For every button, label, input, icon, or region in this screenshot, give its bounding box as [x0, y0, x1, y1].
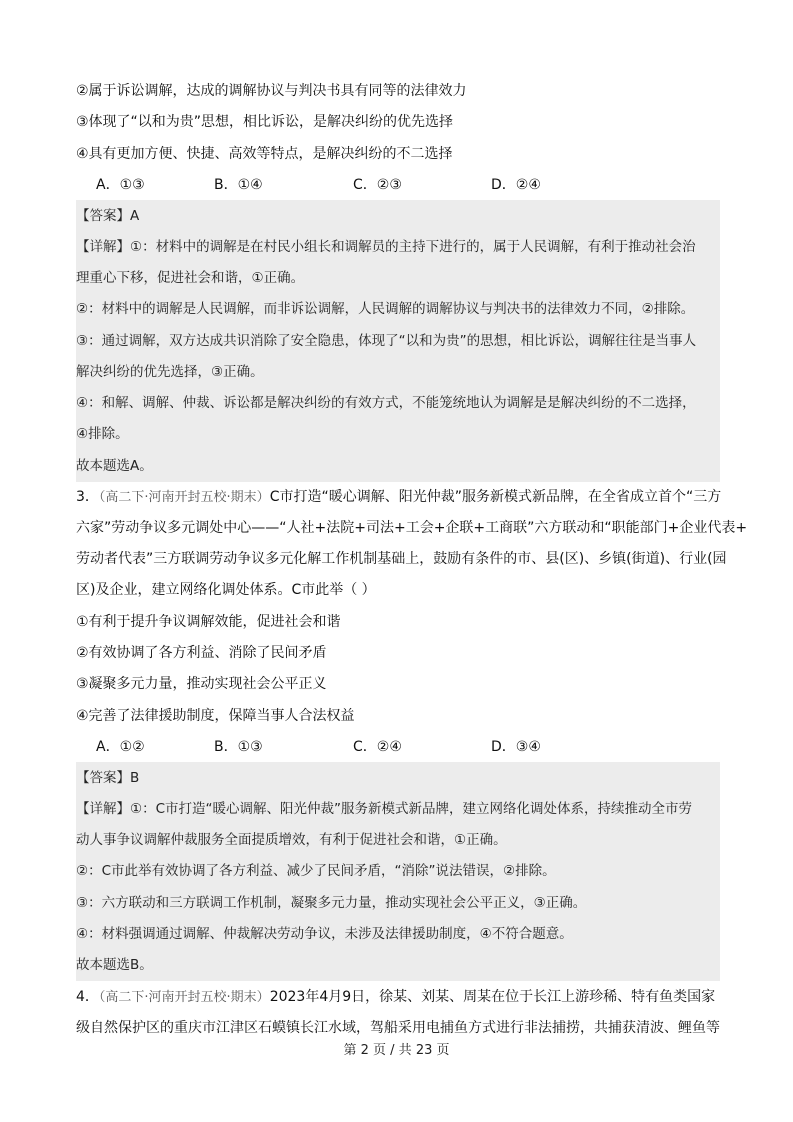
- q3-option-b: B．①③: [214, 739, 263, 755]
- q3-detail-line: 【详解】①：C市打造“暖心调解、阳光仲裁”服务新模式新品牌，建立网络化调处体系，持续推动全市劳: [76, 801, 693, 817]
- q3-answer: 【答案】B: [76, 770, 140, 786]
- q2-detail-line: 【详解】①：材料中的调解是在村民小组长和调解员的主持下进行的，属于人民调解，有利于推动社会治: [76, 239, 696, 255]
- q2-option-b: B．①④: [214, 177, 263, 193]
- q3-detail-line: 故本题选B。: [76, 957, 153, 973]
- q3-detail-line: 动人事争议调解仲裁服务全面提质增效，有利于促进社会和谐，①正确。: [76, 832, 507, 848]
- q2-detail-line: 故本题选A。: [76, 458, 153, 474]
- q4-number: 4．: [76, 989, 99, 1005]
- q2-detail-line: ③：通过调解，双方达成共识消除了安全隐患，体现了“以和为贵”的思想，相比诉讼，调解往往是当事人: [76, 333, 697, 349]
- q3-stem-text: C市打造“暖心调解、阳光仲裁”服务新模式新品牌，在全省成立首个“三方: [269, 489, 722, 505]
- q2-option-c: C．②③: [353, 177, 402, 193]
- q3-option-d: D．③④: [491, 739, 541, 755]
- q3-detail-line: ④：材料强调通过调解、仲裁解决劳动争议，未涉及法律援助制度，④不符合题意。: [76, 926, 573, 942]
- q3-option-a: A．①②: [96, 739, 145, 755]
- q3-item-1: ①有利于提升争议调解效能，促进社会和谐: [76, 614, 341, 630]
- q3-item-2: ②有效协调了各方利益、消除了民间矛盾: [76, 645, 327, 661]
- q2-item-4: ④具有更加方便、快捷、高效等特点，是解决纠纷的不二选择: [76, 146, 453, 162]
- q3-item-3: ③凝聚多元力量，推动实现社会公平正义: [76, 676, 327, 692]
- q4-stem-line: 级自然保护区的重庆市江津区石蟆镇长江水域，驾船采用电捕鱼方式进行非法捕捞，共捕获清波、鲤鱼等: [76, 1020, 720, 1036]
- q3-options: [96, 737, 541, 757]
- q4-source: （高二下·河南开封五校·期末）: [98, 990, 270, 1005]
- q3-stem-line: 区)及企业，建立网络化调处体系。C市此举（ ）: [76, 582, 376, 598]
- q2-option-a: A．①③: [96, 177, 145, 193]
- q3-stem-first-line: [76, 487, 721, 508]
- q2-detail-line: ④：和解、调解、仲裁、诉讼都是解决纠纷的有效方式，不能笼统地认为调解是是解决纠纷的不二选择，: [76, 395, 696, 411]
- page-footer: 第 2 页 / 共 23 页: [343, 1043, 450, 1058]
- q2-options: [96, 175, 541, 195]
- q4-stem-text: 2023年4月9日，徐某、刘某、周某在位于长江上游珍稀、特有鱼类国家: [269, 989, 716, 1005]
- q3-detail-line: ②：C市此举有效协调了各方利益、减少了民间矛盾，“消除”说法错误，②排除。: [76, 863, 556, 879]
- q2-item-2: ②属于诉讼调解，达成的调解协议与判决书具有同等的法律效力: [76, 83, 467, 99]
- q2-option-d: D．②④: [491, 177, 541, 193]
- q3-stem-line: 劳动者代表”三方联调劳动争议多元化解工作机制基础上，鼓励有条件的市、县(区)、乡镇(街道)、行业(园: [76, 551, 727, 567]
- q3-source: （高二下·河南开封五校·期末）: [98, 490, 270, 505]
- q2-detail-line: ④排除。: [76, 426, 129, 442]
- q2-detail-line: 解决纠纷的优先选择，③正确。: [76, 364, 264, 380]
- q2-detail-line: 理重心下移，促进社会和谐，①正确。: [76, 270, 305, 286]
- q2-answer: 【答案】A: [76, 208, 140, 224]
- q3-detail-line: ③：六方联动和三方联调工作机制，凝聚多元力量，推动实现社会公平正义，③正确。: [76, 895, 587, 911]
- q3-item-4: ④完善了法律援助制度，保障当事人合法权益: [76, 708, 355, 724]
- q2-item-3: ③体现了“以和为贵”思想，相比诉讼，是解决纠纷的优先选择: [76, 114, 454, 130]
- q4-stem-first-line: [76, 987, 715, 1008]
- q3-stem-line: 六家”劳动争议多元调处中心——“人社+法院+司法+工会+企联+工商联”六方联动和“职能部门+企业代表+: [76, 520, 748, 536]
- q2-detail-line: ②：材料中的调解是人民调解，而非诉讼调解，人民调解的调解协议与判决书的法律效力不同，②排除。: [76, 301, 695, 317]
- q3-number: 3．: [76, 489, 99, 505]
- q3-option-c: C．②④: [353, 739, 402, 755]
